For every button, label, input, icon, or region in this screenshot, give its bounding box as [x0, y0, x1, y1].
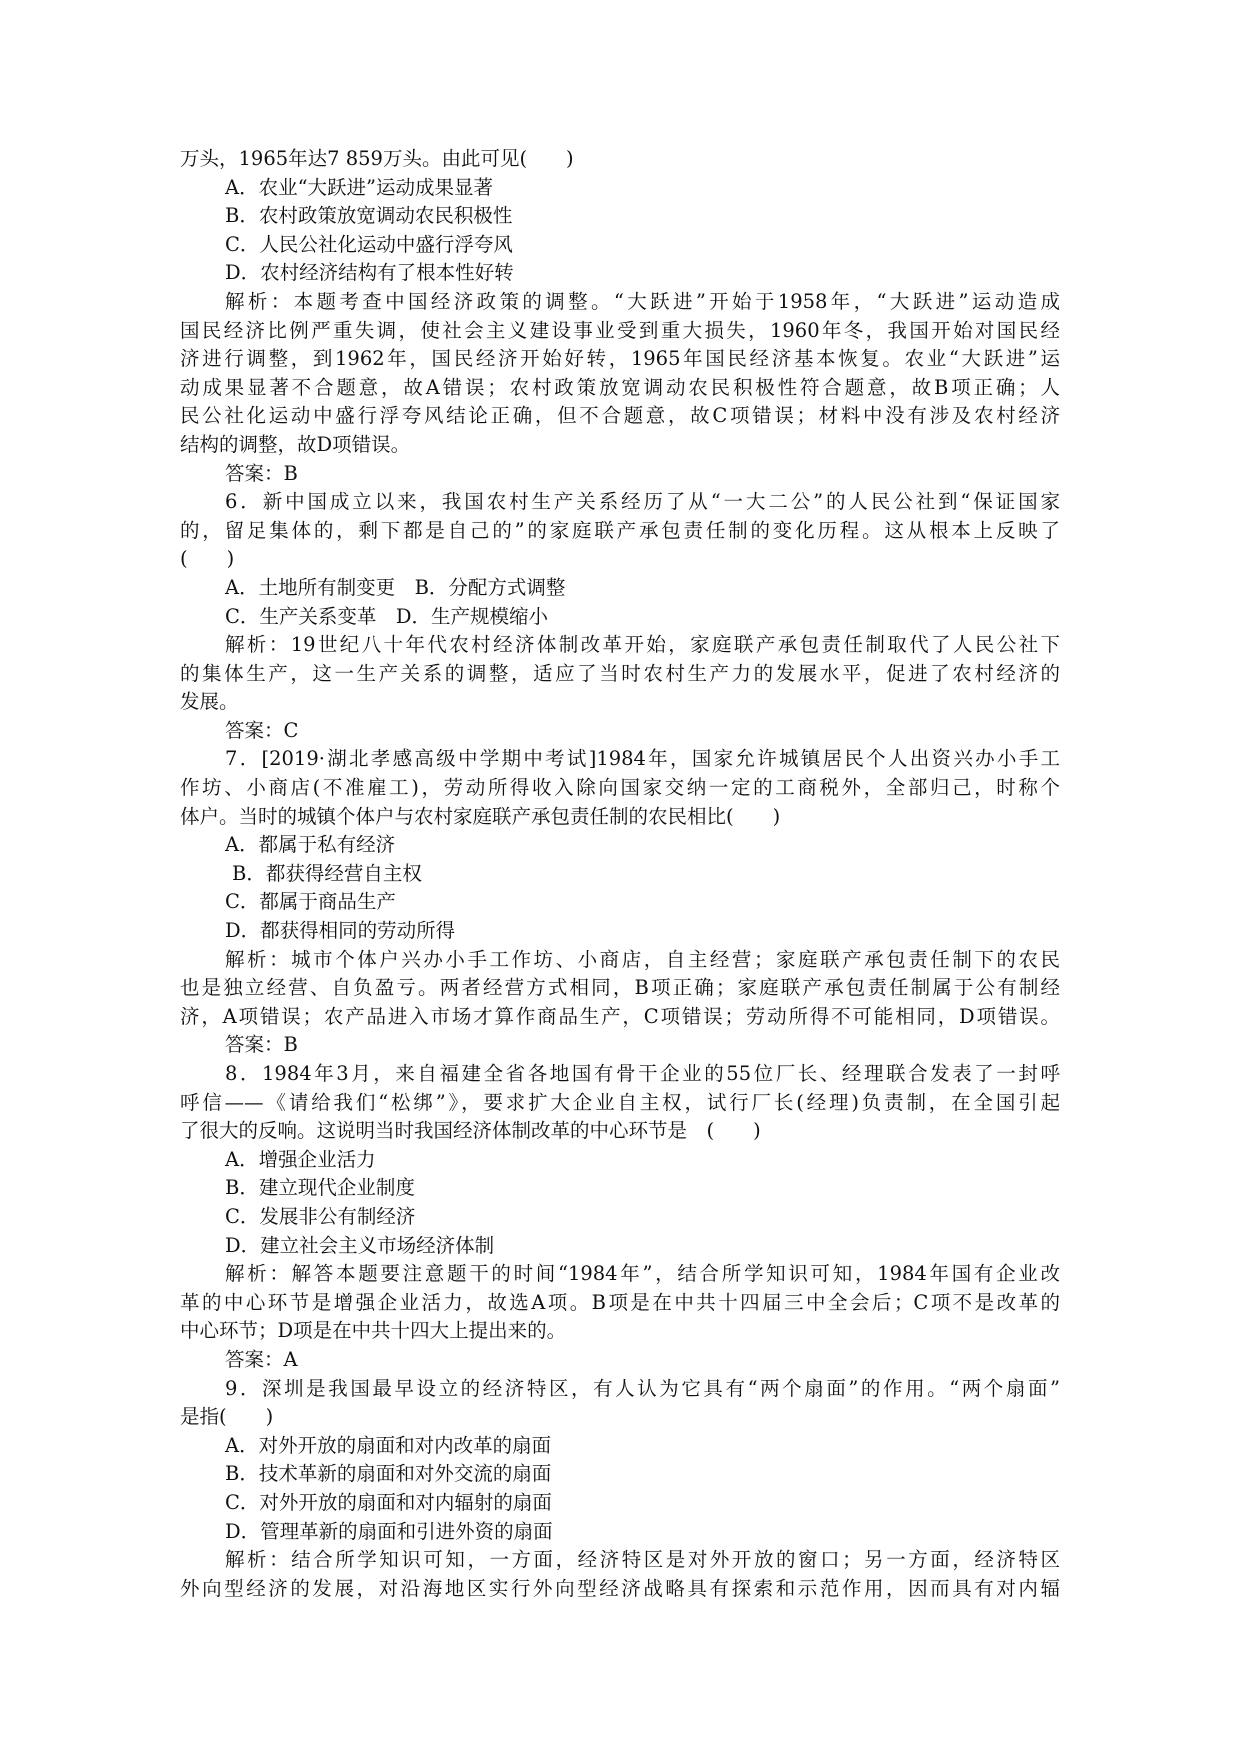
- text-line: 解析：本题考查中国经济政策的调整。“大跃进”开始于1958年，“大跃进”运动造成: [225, 289, 1060, 313]
- text-line: 答案：C: [225, 718, 299, 742]
- text-line: B．建立现代企业制度: [225, 1176, 415, 1200]
- text-line: C．生产关系变革 D．生产规模缩小: [225, 604, 549, 628]
- text-line: 解析：城市个体户兴办小手工作坊、小商店，自主经营；家庭联产承包责任制下的农民: [225, 947, 1060, 971]
- text-line: D．管理革新的扇面和引进外资的扇面: [225, 1519, 553, 1543]
- text-line: 7．[2019·湖北孝感高级中学期中考试]1984年，国家允许城镇居民个人出资兴办小手工: [225, 747, 1060, 771]
- text-line: 呼信——《请给我们“松绑”》，要求扩大企业自主权，试行厂长(经理)负责制，在全国引起: [180, 1090, 1060, 1114]
- text-line: 9．深圳是我国最早设立的经济特区，有人认为它具有“两个扇面”的作用。“两个扇面”: [225, 1376, 1060, 1400]
- text-line: B．技术革新的扇面和对外交流的扇面: [225, 1462, 552, 1486]
- text-line: C．发展非公有制经济: [225, 1204, 416, 1228]
- text-line: 万头，1965年达7 859万头。由此可见( ): [180, 147, 574, 170]
- text-line: D．都获得相同的劳动所得: [225, 919, 456, 943]
- text-line: 济进行调整，到1962年，国民经济开始好转，1965年国民经济基本恢复。农业“大跃进”运: [180, 347, 1060, 371]
- text-line: 答案：A: [225, 1347, 298, 1371]
- text-line: 中心环节；D项是在中共十四大上提出来的。: [180, 1319, 567, 1343]
- text-line: A．都属于私有经济: [225, 833, 396, 857]
- text-line: 解析：解答本题要注意题干的时间“1984年”，结合所学知识可知，1984年国有企业改: [225, 1262, 1060, 1286]
- text-line: 发展。: [180, 690, 239, 714]
- text-line: A．农业“大跃进”运动成果显著: [225, 175, 494, 199]
- text-line: 了很大的反响。这说明当时我国经济体制改革的中心环节是 ( ): [180, 1119, 761, 1143]
- text-line: 解析：结合所学知识可知，一方面，经济特区是对外开放的窗口；另一方面，经济特区: [225, 1548, 1060, 1572]
- text-line: A．土地所有制变更 B．分配方式调整: [225, 575, 566, 599]
- text-line: D．建立社会主义市场经济体制: [225, 1233, 495, 1257]
- text-line: 解析：19世纪八十年代农村经济体制改革开始，家庭联产承包责任制取代了人民公社下: [225, 633, 1060, 657]
- text-line: 体户。当时的城镇个体户与农村家庭联产承包责任制的农民相比( ): [180, 804, 781, 828]
- document-body: [180, 145, 1060, 1603]
- text-line: ( ): [180, 547, 235, 571]
- text-line: 外向型经济的发展，对沿海地区实行外向型经济战略具有探索和示范作用，因而具有对内辐: [180, 1576, 1060, 1600]
- text-line: 答案：B: [225, 461, 298, 485]
- text-line: 的，留足集体的，剩下都是自己的”的家庭联产承包责任制的变化历程。这从根本上反映了: [180, 518, 1060, 542]
- text-line: B．都获得经营自主权: [232, 861, 422, 885]
- text-line: 动成果显著不合题意，故A错误；农村政策放宽调动农民积极性符合题意，故B项正确；人: [180, 375, 1060, 399]
- text-line: 6．新中国成立以来，我国农村生产关系经历了从“一大二公”的人民公社到“保证国家: [225, 490, 1060, 514]
- text-line: A．对外开放的扇面和对内改革的扇面: [225, 1433, 552, 1457]
- text-line: C．人民公社化运动中盛行浮夸风: [225, 232, 513, 256]
- text-line: 济，A项错误；农产品进入市场才算作商品生产，C项错误；劳动所得不可能相同，D项错误。: [180, 1004, 1060, 1028]
- text-line: 民公社化运动中盛行浮夸风结论正确，但不合题意，故C项错误；材料中没有涉及农村经济: [180, 404, 1060, 428]
- text-line: 结构的调整，故D项错误。: [180, 432, 411, 456]
- text-line: C．都属于商品生产: [225, 890, 396, 914]
- text-line: 是指( ): [180, 1405, 274, 1429]
- text-line: 8．1984年3月，来自福建全省各地国有骨干企业的55位厂长、经理联合发表了一封呼: [225, 1062, 1060, 1085]
- text-line: 的集体生产，这一生产关系的调整，适应了当时农村生产力的发展水平，促进了农村经济的: [180, 661, 1060, 685]
- text-line: D．农村经济结构有了根本性好转: [225, 261, 514, 285]
- text-line: 作坊、小商店(不准雇工)，劳动所得收入除向国家交纳一定的工商税外，全部归己，时称个: [180, 776, 1060, 800]
- text-line: 国民经济比例严重失调，使社会主义建设事业受到重大损失，1960年冬，我国开始对国民经: [180, 318, 1060, 342]
- text-line: B．农村政策放宽调动农民积极性: [225, 204, 513, 228]
- text-line: A．增强企业活力: [225, 1147, 376, 1171]
- text-line: 答案：B: [225, 1033, 298, 1057]
- text-line: C．对外开放的扇面和对内辐射的扇面: [225, 1490, 552, 1514]
- text-line: 也是独立经营、自负盈亏。两者经营方式相同，B项正确；家庭联产承包责任制属于公有制经: [180, 976, 1060, 1000]
- text-line: 革的中心环节是增强企业活力，故选A项。B项是在中共十四届三中全会后；C项不是改革的: [180, 1290, 1060, 1314]
